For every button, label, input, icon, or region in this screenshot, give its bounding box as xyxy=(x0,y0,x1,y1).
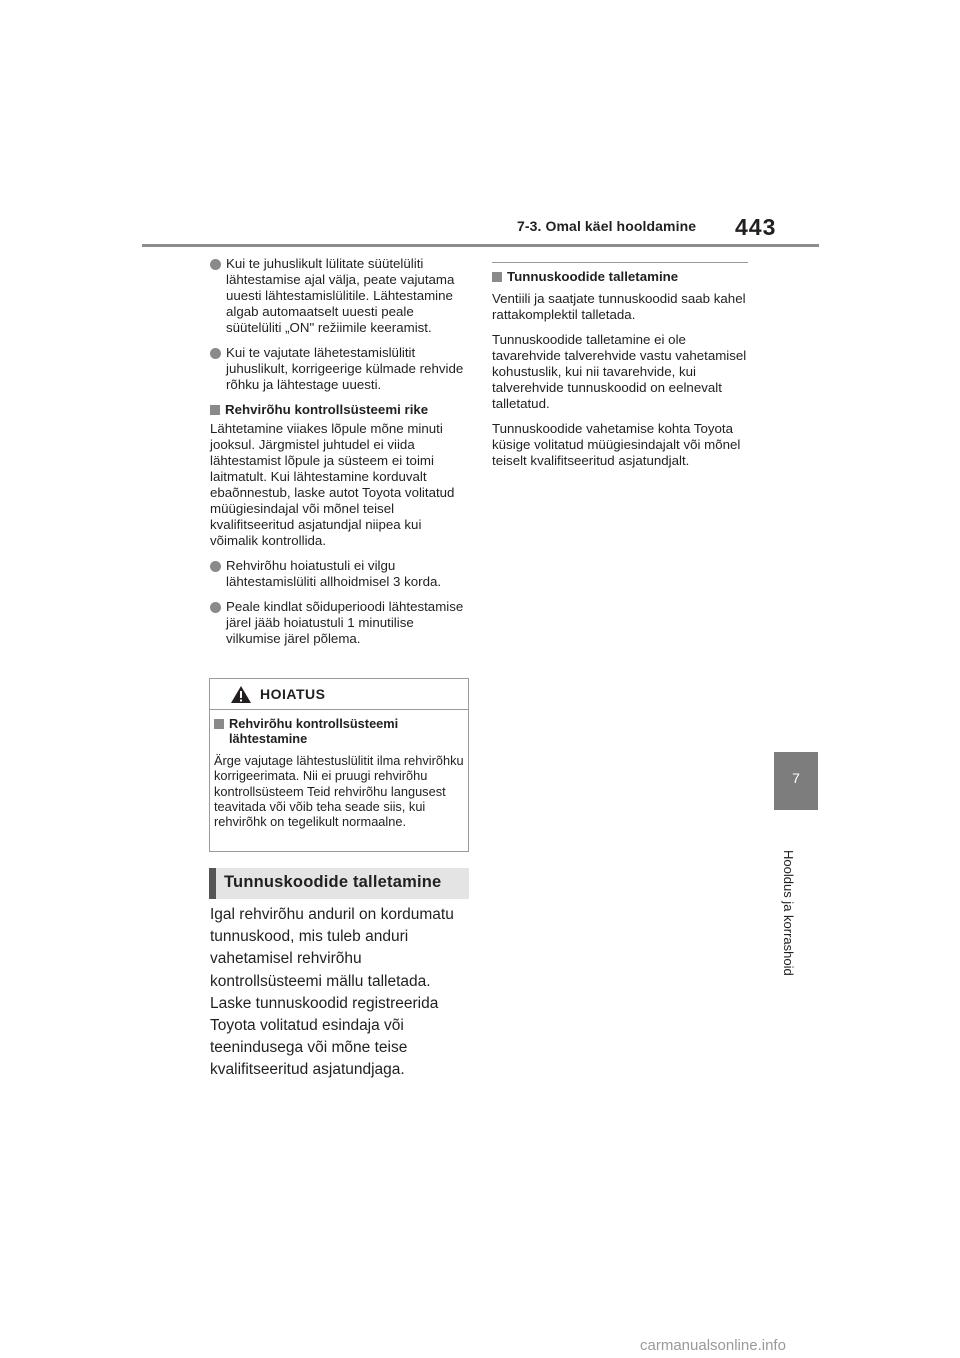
warning-triangle-icon xyxy=(230,685,252,704)
bullet-text: Kui te juhuslikult lülitate süütelüliti lähtestamise ajal välja, peate vajutama uuesti lähtestamislülitile. Lähtestamine algab automaatselt uuesti peale süütelüliti „ON" režiimile keeramist. xyxy=(226,256,455,335)
list-item xyxy=(210,558,472,590)
chapter-label: Hooldus ja korrashoid xyxy=(781,850,796,976)
bullet-icon xyxy=(210,259,221,270)
bullet-icon xyxy=(210,561,221,572)
list-item xyxy=(210,345,472,393)
warning-subheading xyxy=(214,716,464,747)
subheading xyxy=(492,269,754,285)
header-divider xyxy=(142,244,819,247)
paragraph: Tunnuskoodide talletamine ei ole tavarehvide talverehvide vastu vahetamisel kohustuslik, kui nii tavarehvide, kui talverehvide tunnuskoodid on eelnevalt talletatud. xyxy=(492,332,747,411)
paragraph: Lähtetamine viiakes lõpule mõne minuti jooksul. Järgmistel juhtudel ei viida lähtestamist lõpule ja süsteem ei toimi laitmatult. Kui lähtestamine korduvalt ebaõnnestub, laske autot Toyota volitatud müügiesindajal või mõnel teisel kvalifitseeritud asjatundjal niipea kui võimalik kontrollida. xyxy=(210,421,455,548)
section-heading xyxy=(209,868,469,899)
right-column xyxy=(492,269,754,478)
square-bullet-icon xyxy=(210,405,220,415)
subheading xyxy=(210,402,472,418)
bullet-icon xyxy=(210,602,221,613)
section-heading-bar xyxy=(209,868,216,899)
page-number: 443 xyxy=(735,214,777,240)
warning-subheading-text: Rehvirõhu kontrollsüsteemi lähtestamine xyxy=(229,716,399,747)
warning-body xyxy=(210,710,468,830)
warning-header xyxy=(210,679,468,710)
bullet-text: Peale kindlat sõiduperioodi lähtestamise järel jääb hoiatustuli 1 minutilise vilkumise järel põlema. xyxy=(226,599,464,646)
warning-box xyxy=(209,678,469,852)
paragraph: Tunnuskoodide vahetamise kohta Toyota küsige volitatud müügiesindajalt või mõnel teiselt kvalifitseeritud asjatundjalt. xyxy=(492,421,741,468)
paragraph: Ventiili ja saatjate tunnuskoodid saab kahel rattakomplektil talletada. xyxy=(492,291,746,322)
square-bullet-icon xyxy=(214,719,224,729)
section-title: 7-3. Omal käel hooldamine xyxy=(517,218,697,234)
warning-title: HOIATUS xyxy=(260,686,326,702)
bullet-text: Rehvirõhu hoiatustuli ei vilgu lähtestamislüliti allhoidmisel 3 korda. xyxy=(226,558,442,589)
list-item xyxy=(210,599,472,647)
bullet-text: Kui te vajutate lähetestamislülitit juhuslikult, korrigeerige külmade rehvide rõhku ja lähtestage uuesti. xyxy=(226,345,464,392)
subheading-text: Tunnuskoodide talletamine xyxy=(507,269,679,284)
chapter-number: 7 xyxy=(792,770,800,786)
watermark: carmanualsonline.info xyxy=(640,1337,786,1354)
bullet-icon xyxy=(210,348,221,359)
warning-text: Ärge vajutage lähtestuslülitit ilma rehvirõhku korrigeerimata. Nii ei pruugi rehvirõhu kontrollsüsteem Teid rehvirõhu langusest teavitada või võib teha seade siis, kui rehvirõhk on tegelikult normaalne. xyxy=(214,752,464,830)
list-item xyxy=(210,256,472,336)
section-body: Igal rehvirõhu anduril on kordumatu tunnuskood, mis tuleb anduri vahetamisel rehvirõhu kontrollsüsteemi mällu talletada. Laske tunnuskoodid registreerida Toyota volitatud esindaja või teenindusega või mõne teise kvalifitseeritud asjatundjaga. xyxy=(210,906,454,1079)
square-bullet-icon xyxy=(492,272,502,282)
section-heading-text: Tunnuskoodide talletamine xyxy=(224,873,442,891)
left-column xyxy=(210,256,472,656)
subheading-text: Rehvirõhu kontrollsüsteemi rike xyxy=(225,402,429,417)
right-column-divider xyxy=(492,262,748,263)
